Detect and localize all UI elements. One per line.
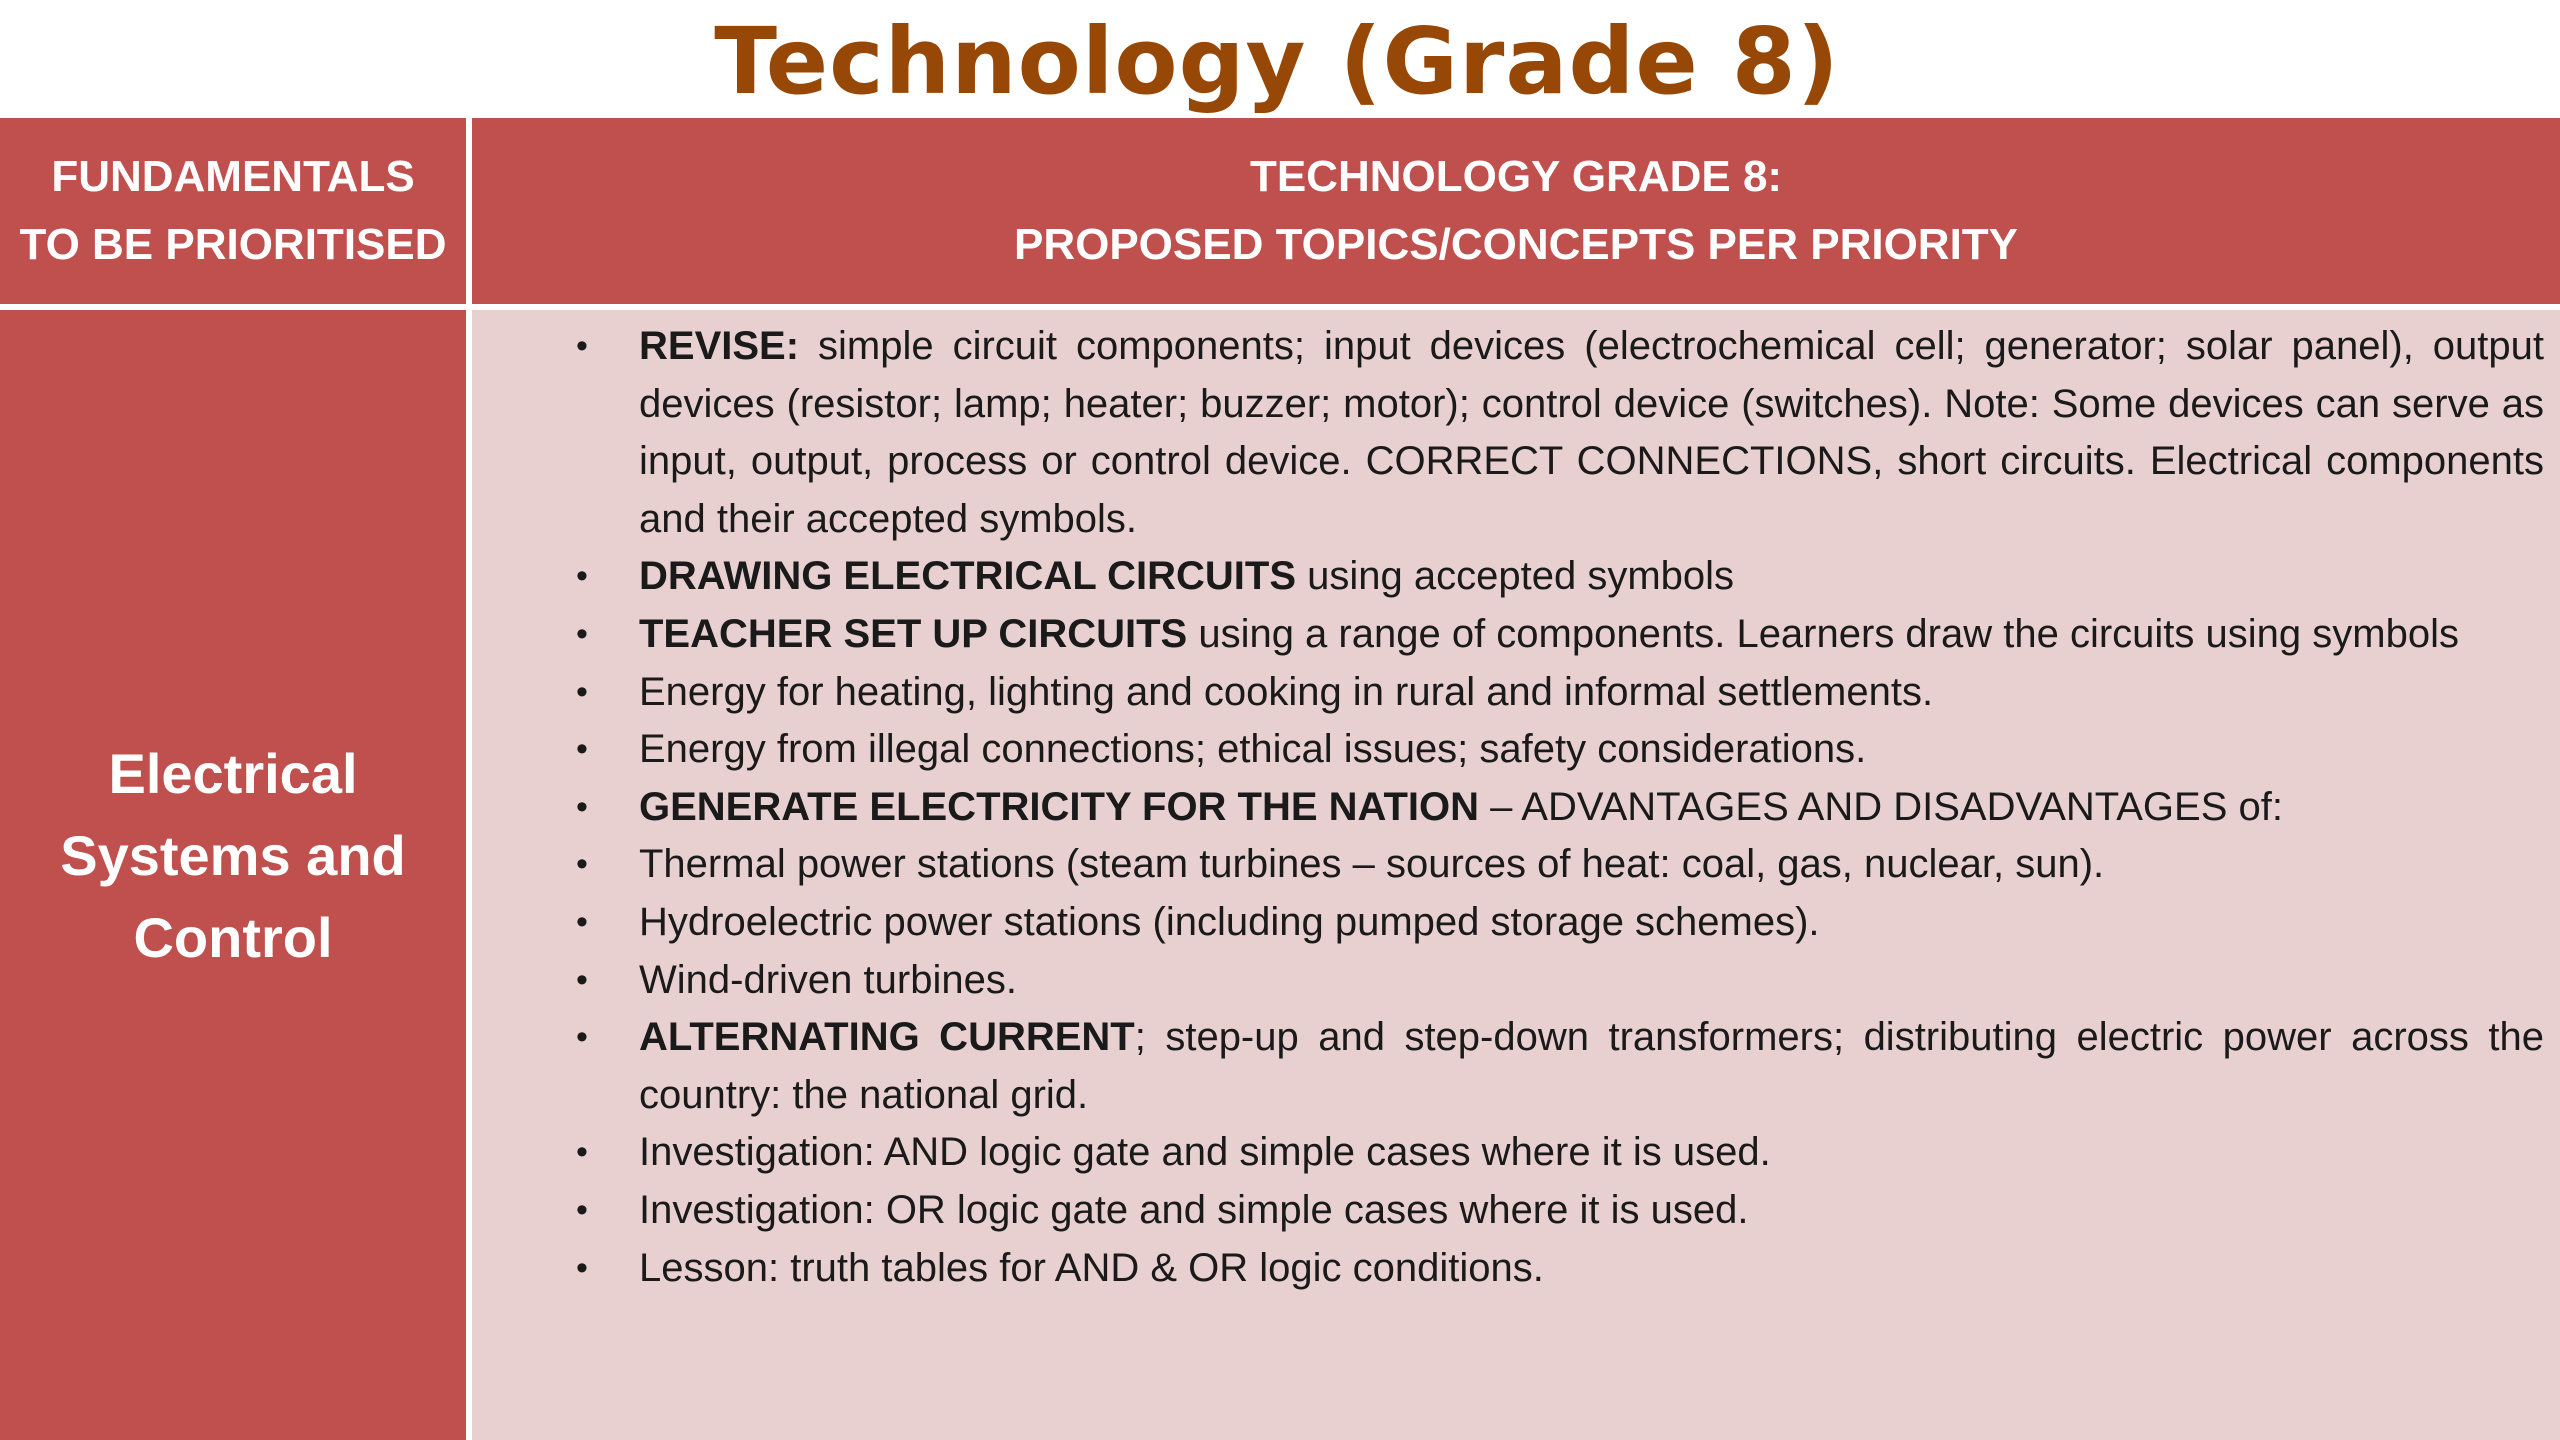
item-text: Investigation: OR logic gate and simple cases where it is used. xyxy=(639,1187,1749,1232)
item-bold-text: GENERATE ELECTRICITY FOR THE NATION xyxy=(639,784,1480,829)
list-item xyxy=(472,1182,2560,1240)
item-text: Investigation: AND logic gate and simple cases where it is used. xyxy=(639,1130,1771,1175)
bullet-icon: • xyxy=(576,960,588,999)
item-bold-text: DRAWING ELECTRICAL CIRCUITS xyxy=(639,554,1297,599)
slide-title: Technology (Grade 8) xyxy=(714,7,1840,115)
topics-cell xyxy=(472,310,2560,1440)
list-item xyxy=(472,836,2560,894)
list-item xyxy=(472,721,2560,779)
item-text: Hydroelectric power stations (including pumped storage schemes). xyxy=(639,899,1820,944)
item-text: – ADVANTAGES AND DISADVANTAGES of: xyxy=(1479,784,2283,829)
item-bold-text: REVISE: xyxy=(639,324,800,368)
header-topics-cell xyxy=(472,118,2560,304)
item-text: ; step-up and step-down transformers; distributing electric power across the country: the national grid. xyxy=(639,1015,2544,1117)
item-text: Thermal power stations (steam turbines – sources of heat: coal, gas, nuclear, sun). xyxy=(639,842,2105,887)
bullet-icon: • xyxy=(576,902,588,941)
slide-title-bar xyxy=(0,0,2560,118)
item-text: simple circuit components; input devices (electrochemical cell; generator; solar panel), output devices (resistor; lamp; heater; buzzer; motor); control device (switches). Note: Some devices can serve as input, output, process or control device. CORRECT CONNECTIONS, short circuits. Electrical components and their accepted symbols. xyxy=(639,324,2544,541)
header-topics-line1: TECHNOLOGY GRADE 8: xyxy=(1249,152,1783,201)
item-bold-text: TEACHER SET UP CIRCUITS xyxy=(639,611,1188,656)
bullet-icon: • xyxy=(576,672,588,711)
header-fundamentals-line1: FUNDAMENTALS xyxy=(51,152,415,201)
bullet-icon: • xyxy=(576,1018,588,1057)
item-bold-text: ALTERNATING CURRENT xyxy=(639,1015,1135,1060)
header-topics-line2: PROPOSED TOPICS/CONCEPTS PER PRIORITY xyxy=(1013,220,2019,269)
bullet-icon: • xyxy=(576,730,588,769)
header-fundamentals-line2: TO BE PRIORITISED xyxy=(19,220,447,269)
category-line3: Control xyxy=(133,906,333,969)
list-item xyxy=(472,779,2560,837)
bullet-icon: • xyxy=(576,845,588,884)
item-text: Wind-driven turbines. xyxy=(639,957,1017,1002)
bullet-icon: • xyxy=(576,1190,588,1229)
item-text: using accepted symbols xyxy=(1296,554,1735,599)
priority-table xyxy=(0,118,2560,1440)
list-item xyxy=(472,1124,2560,1182)
item-text: Energy for heating, lighting and cooking in rural and informal settlements. xyxy=(639,669,1934,714)
list-item xyxy=(472,606,2560,664)
item-text: Lesson: truth tables for AND & OR logic conditions. xyxy=(639,1245,1544,1290)
item-text: using a range of components. Learners draw the circuits using symbols xyxy=(1187,611,2459,656)
header-fundamentals-cell xyxy=(0,118,466,304)
list-item xyxy=(472,318,2560,548)
bullet-icon: • xyxy=(576,787,588,826)
category-label xyxy=(60,733,406,979)
item-text: Energy from illegal connections; ethical issues; safety considerations. xyxy=(639,727,1867,772)
topics-list xyxy=(472,318,2560,1297)
bullet-icon: • xyxy=(576,327,588,365)
list-item xyxy=(472,664,2560,722)
bullet-icon: • xyxy=(576,557,588,596)
list-item xyxy=(472,548,2560,606)
list-item xyxy=(472,894,2560,952)
bullet-icon: • xyxy=(576,614,588,653)
list-item xyxy=(472,1240,2560,1298)
list-item xyxy=(472,1009,2560,1124)
bullet-icon: • xyxy=(576,1133,588,1172)
list-item xyxy=(472,952,2560,1010)
bullet-icon: • xyxy=(576,1248,588,1287)
category-line1: Electrical xyxy=(108,742,358,805)
category-cell xyxy=(0,310,466,1440)
category-line2: Systems and xyxy=(60,824,406,887)
